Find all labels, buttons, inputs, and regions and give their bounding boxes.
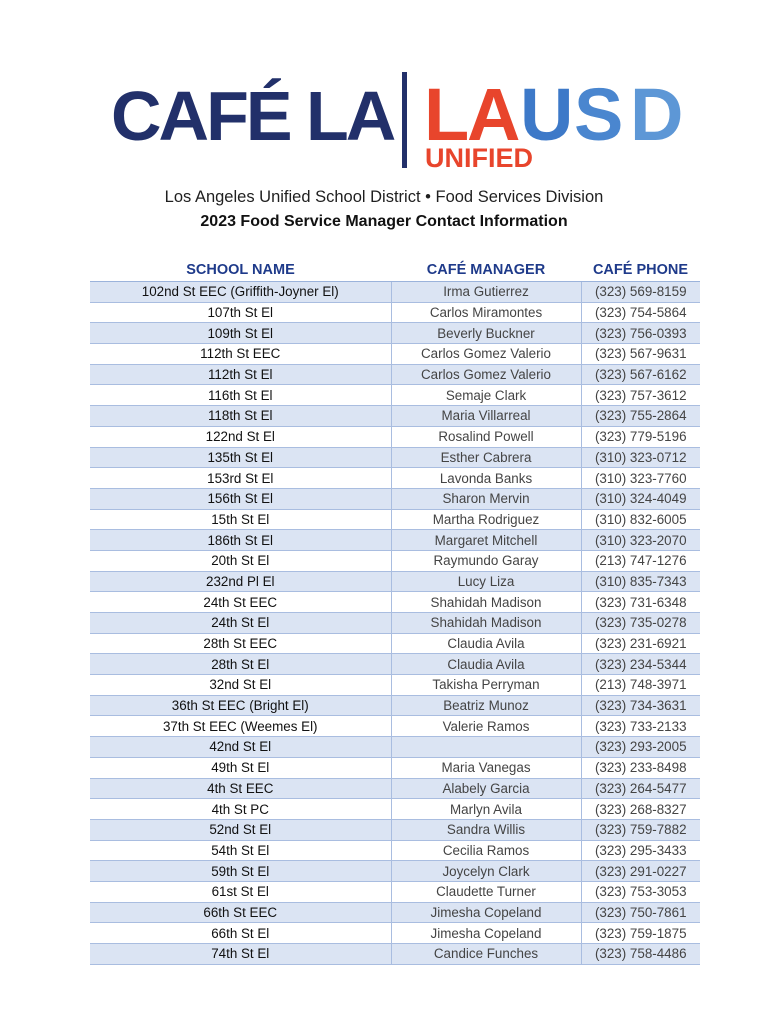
school-name-cell: 28th St EEC (90, 633, 391, 654)
school-name-cell: 24th St EEC (90, 592, 391, 613)
cafe-manager-cell: Carlos Gomez Valerio (391, 344, 581, 365)
school-name-cell: 74th St El (90, 944, 391, 965)
cafe-manager-cell: Sharon Mervin (391, 488, 581, 509)
school-name-cell: 28th St El (90, 654, 391, 675)
logo-letter-l: L (424, 73, 470, 156)
logo-cafe-la-text: CAFÉ LA (111, 77, 394, 155)
school-name-cell: 116th St El (90, 385, 391, 406)
cafe-phone-cell: (323) 731-6348 (581, 592, 700, 613)
cafe-phone-cell: (323) 264-5477 (581, 778, 700, 799)
table-row (90, 757, 700, 778)
cafe-phone-cell: (323) 735-0278 (581, 613, 700, 634)
cafe-phone-cell: (323) 754-5864 (581, 302, 700, 323)
cafe-phone-cell: (323) 268-8327 (581, 799, 700, 820)
table-row (90, 840, 700, 861)
cafe-phone-cell: (310) 323-7760 (581, 468, 700, 489)
table-row (90, 344, 700, 365)
table-row (90, 695, 700, 716)
cafe-manager-cell: Maria Vanegas (391, 757, 581, 778)
cafe-manager-cell: Lavonda Banks (391, 468, 581, 489)
school-name-cell: 54th St El (90, 840, 391, 861)
cafe-phone-cell: (323) 291-0227 (581, 861, 700, 882)
cafe-manager-cell: Claudia Avila (391, 654, 581, 675)
cafe-manager-cell: Shahidah Madison (391, 592, 581, 613)
table-row (90, 654, 700, 675)
table-row (90, 819, 700, 840)
table-row (90, 282, 700, 303)
cafe-manager-cell: Irma Gutierrez (391, 282, 581, 303)
manager-contact-table (90, 258, 700, 965)
school-name-cell: 66th St El (90, 923, 391, 944)
cafe-manager-cell: Jimesha Copeland (391, 902, 581, 923)
cafe-manager-cell: Martha Rodriguez (391, 509, 581, 530)
cafe-manager-cell: Joycelyn Clark (391, 861, 581, 882)
cafe-manager-cell: Margaret Mitchell (391, 530, 581, 551)
cafe-manager-cell: Semaje Clark (391, 385, 581, 406)
school-name-cell: 24th St El (90, 613, 391, 634)
cafe-phone-cell: (323) 759-1875 (581, 923, 700, 944)
cafe-phone-cell: (323) 757-3612 (581, 385, 700, 406)
school-name-cell: 122nd St El (90, 426, 391, 447)
school-name-cell: 15th St El (90, 509, 391, 530)
school-name-cell: 112th St El (90, 364, 391, 385)
school-name-cell: 232nd Pl El (90, 571, 391, 592)
cafe-manager-cell: Rosalind Powell (391, 426, 581, 447)
table-row (90, 447, 700, 468)
cafe-manager-cell: Claudia Avila (391, 633, 581, 654)
cafe-phone-cell: (323) 734-3631 (581, 695, 700, 716)
school-name-cell: 118th St El (90, 406, 391, 427)
table-row (90, 902, 700, 923)
cafe-phone-cell: (323) 756-0393 (581, 323, 700, 344)
school-name-cell: 102nd St EEC (Griffith-Joyner El) (90, 282, 391, 303)
school-name-cell: 107th St El (90, 302, 391, 323)
school-name-cell: 49th St El (90, 757, 391, 778)
table-row (90, 944, 700, 965)
logo-letter-s: S (574, 73, 624, 156)
table-row (90, 550, 700, 571)
district-subtitle: Los Angeles Unified School District • Food Services Division (164, 188, 604, 206)
table-row (90, 571, 700, 592)
table-row (90, 881, 700, 902)
school-name-cell: 4th St EEC (90, 778, 391, 799)
cafe-manager-cell: Lucy Liza (391, 571, 581, 592)
cafe-manager-cell: Carlos Miramontes (391, 302, 581, 323)
cafe-manager-cell: Marlyn Avila (391, 799, 581, 820)
cafe-manager-cell: Takisha Perryman (391, 675, 581, 696)
cafe-manager-cell: Valerie Ramos (391, 716, 581, 737)
cafe-phone-cell: (323) 750-7861 (581, 902, 700, 923)
table-row (90, 716, 700, 737)
table-row (90, 406, 700, 427)
table-header-row (90, 258, 700, 282)
school-name-cell: 20th St El (90, 550, 391, 571)
document-title: 2023 Food Service Manager Contact Information (200, 213, 568, 230)
table-row (90, 633, 700, 654)
cafe-manager-cell: Alabely Garcia (391, 778, 581, 799)
cafe-manager-cell: Sandra Willis (391, 819, 581, 840)
school-name-cell: 4th St PC (90, 799, 391, 820)
school-name-cell: 112th St EEC (90, 344, 391, 365)
logo-letter-d: D (630, 73, 684, 156)
cafe-phone-cell: (213) 747-1276 (581, 550, 700, 571)
school-name-cell: 66th St EEC (90, 902, 391, 923)
logo-divider (402, 72, 407, 168)
cafe-manager-cell: Beverly Buckner (391, 323, 581, 344)
table-row (90, 613, 700, 634)
table-row (90, 468, 700, 489)
cafe-phone-cell: (213) 748-3971 (581, 675, 700, 696)
school-name-cell: 52nd St El (90, 819, 391, 840)
cafe-manager-cell: Carlos Gomez Valerio (391, 364, 581, 385)
logo-letter-a: A (467, 73, 521, 156)
cafe-phone-cell: (323) 753-3053 (581, 881, 700, 902)
school-name-cell: 153rd St El (90, 468, 391, 489)
cafe-manager-cell (391, 737, 581, 758)
cafe-phone-cell: (323) 295-3433 (581, 840, 700, 861)
cafe-phone-cell: (323) 733-2133 (581, 716, 700, 737)
cafe-phone-cell: (310) 324-4049 (581, 488, 700, 509)
cafe-phone-cell: (323) 779-5196 (581, 426, 700, 447)
school-name-cell: 186th St El (90, 530, 391, 551)
cafe-phone-cell: (323) 567-9631 (581, 344, 700, 365)
table-row (90, 509, 700, 530)
cafe-manager-header: CAFÉ MANAGER (391, 258, 581, 282)
cafe-phone-cell: (323) 233-8498 (581, 757, 700, 778)
cafe-manager-cell: Candice Funches (391, 944, 581, 965)
logo-unified-text: UNIFIED (425, 143, 533, 172)
cafe-phone-cell: (323) 758-4486 (581, 944, 700, 965)
table-row (90, 923, 700, 944)
cafe-phone-cell: (323) 759-7882 (581, 819, 700, 840)
school-name-cell: 135th St El (90, 447, 391, 468)
cafe-phone-cell: (323) 234-5344 (581, 654, 700, 675)
cafe-phone-header: CAFÉ PHONE (581, 258, 700, 282)
table-row (90, 364, 700, 385)
school-name-cell: 36th St EEC (Bright El) (90, 695, 391, 716)
cafe-phone-cell: (310) 832-6005 (581, 509, 700, 530)
table-row (90, 737, 700, 758)
table-row (90, 530, 700, 551)
cafe-la-lausd-logo (0, 62, 768, 172)
cafe-phone-cell: (323) 567-6162 (581, 364, 700, 385)
cafe-phone-cell: (310) 323-0712 (581, 447, 700, 468)
table-row (90, 861, 700, 882)
cafe-manager-cell: Beatriz Munoz (391, 695, 581, 716)
cafe-phone-cell: (323) 569-8159 (581, 282, 700, 303)
school-name-cell: 156th St El (90, 488, 391, 509)
table-row (90, 426, 700, 447)
cafe-manager-cell: Esther Cabrera (391, 447, 581, 468)
cafe-manager-cell: Raymundo Garay (391, 550, 581, 571)
school-name-cell: 59th St El (90, 861, 391, 882)
cafe-phone-cell: (310) 835-7343 (581, 571, 700, 592)
table-row (90, 385, 700, 406)
cafe-phone-cell: (323) 231-6921 (581, 633, 700, 654)
cafe-manager-cell: Maria Villarreal (391, 406, 581, 427)
school-name-cell: 109th St El (90, 323, 391, 344)
cafe-manager-cell: Claudette Turner (391, 881, 581, 902)
cafe-phone-cell: (310) 323-2070 (581, 530, 700, 551)
cafe-phone-cell: (323) 755-2864 (581, 406, 700, 427)
cafe-manager-cell: Cecilia Ramos (391, 840, 581, 861)
school-name-cell: 32nd St El (90, 675, 391, 696)
table-row (90, 488, 700, 509)
school-name-cell: 42nd St El (90, 737, 391, 758)
school-name-cell: 61st St El (90, 881, 391, 902)
table-row (90, 592, 700, 613)
table-row (90, 799, 700, 820)
school-name-header: SCHOOL NAME (90, 258, 391, 282)
school-name-cell: 37th St EEC (Weemes El) (90, 716, 391, 737)
cafe-phone-cell: (323) 293-2005 (581, 737, 700, 758)
cafe-manager-cell: Shahidah Madison (391, 613, 581, 634)
table-row (90, 323, 700, 344)
table-row (90, 778, 700, 799)
table-row (90, 675, 700, 696)
logo-letter-u: U (520, 73, 574, 156)
cafe-manager-cell: Jimesha Copeland (391, 923, 581, 944)
table-row (90, 302, 700, 323)
